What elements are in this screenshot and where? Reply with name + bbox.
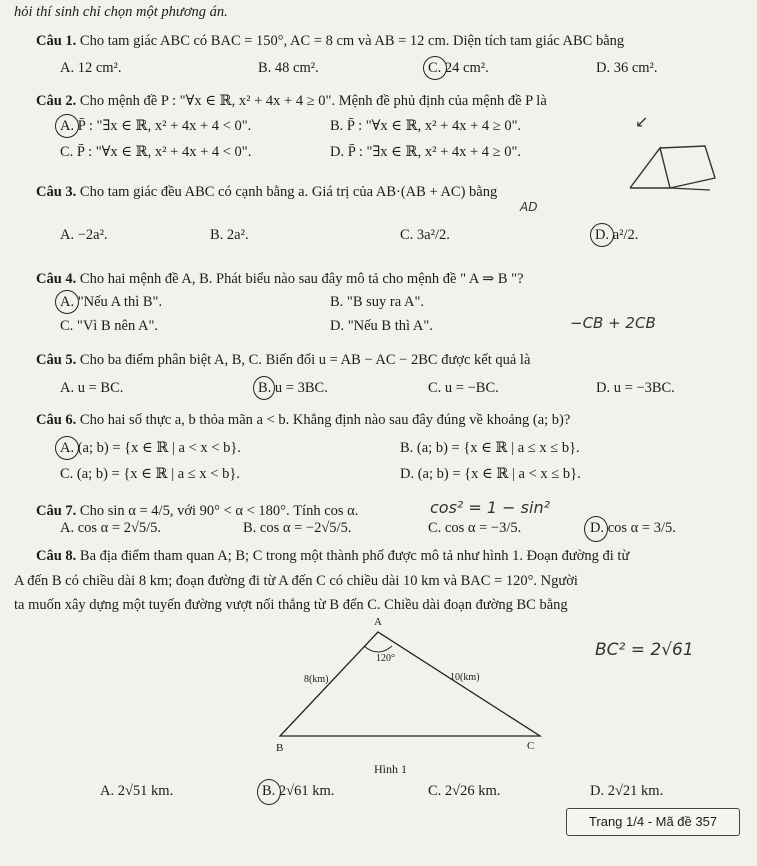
q5-option-c[interactable]: C. u = −BC. bbox=[428, 380, 499, 396]
header-text: hỏi thí sinh chỉ chọn một phương án. bbox=[14, 4, 228, 20]
q4-option-c[interactable]: C. "Vì B nên A". bbox=[60, 318, 159, 334]
q5-answer-circle bbox=[253, 376, 275, 400]
q5-num: Câu 5. bbox=[36, 352, 77, 368]
q6-stem: Cho hai số thực a, b thỏa mãn a < b. Khẳng định nào sau đây đúng về khoảng (a; b)? bbox=[79, 412, 571, 428]
question-1 bbox=[36, 33, 624, 50]
q7-answer-circle bbox=[584, 516, 608, 542]
q6-option-a[interactable]: A. (a; b) = {x ∈ ℝ | a < x < b}. bbox=[60, 440, 241, 456]
figure-label-a: A bbox=[374, 616, 382, 628]
q7-stem: Cho sin α = 4/5, với 90° < α < 180°. Tính cos α. bbox=[79, 503, 359, 519]
q1-stem: Cho tam giác ABC có BAC = 150°, AC = 8 cm và AB = 12 cm. Diện tích tam giác ABC bằng bbox=[79, 33, 625, 49]
q8-option-c[interactable]: C. 2√26 km. bbox=[428, 783, 501, 799]
q2-stem: Cho mệnh đề P : "∀x ∈ ℝ, x² + 4x + 4 ≥ 0". Mệnh đề phủ định của mệnh đề P là bbox=[79, 93, 547, 109]
q8-stem-line2: A đến B có chiều dài 8 km; đoạn đường đi từ A đến C có chiều dài 10 km và BAC = 120°. Người bbox=[14, 573, 578, 589]
q5-handwriting: −CB + 2CB bbox=[570, 314, 656, 332]
figure-caption: Hình 1 bbox=[374, 762, 407, 776]
q2-answer-circle bbox=[55, 114, 79, 138]
q3-handwriting: AD bbox=[520, 200, 538, 214]
question-5 bbox=[36, 352, 530, 369]
question-8 bbox=[36, 548, 629, 565]
q7-option-c[interactable]: C. cos α = −3/5. bbox=[428, 520, 522, 536]
q2-handwriting: ↙ bbox=[635, 112, 649, 131]
q7-option-d[interactable]: D. cos α = 3/5. bbox=[590, 520, 676, 536]
figure-label-c: C bbox=[527, 740, 535, 752]
q8-option-a[interactable]: A. 2√51 km. bbox=[100, 783, 174, 799]
q4-option-a[interactable]: A. "Nếu A thì B". bbox=[60, 294, 163, 310]
q3-num: Câu 3. bbox=[36, 184, 77, 200]
figure-side-ac: 10(km) bbox=[450, 672, 480, 683]
q2-option-d[interactable]: D. P̄ : "∃x ∈ ℝ, x² + 4x + 4 ≥ 0". bbox=[330, 144, 522, 160]
q3-option-d[interactable]: D. a²/2. bbox=[595, 227, 639, 243]
figure-label-b: B bbox=[276, 742, 284, 754]
q6-option-c[interactable]: C. (a; b) = {x ∈ ℝ | a ≤ x < b}. bbox=[60, 466, 240, 482]
q8-stem-line3: ta muốn xây dựng một tuyến đường vượt nối thẳng từ B đến C. Chiều dài đoạn đường BC bằng bbox=[14, 597, 568, 613]
q1-answer-circle bbox=[423, 56, 447, 80]
q4-num: Câu 4. bbox=[36, 271, 77, 287]
q5-option-a[interactable]: A. u = BC. bbox=[60, 380, 124, 396]
q5-option-d[interactable]: D. u = −3BC. bbox=[596, 380, 675, 396]
q8-num: Câu 8. bbox=[36, 548, 77, 564]
q7-option-b[interactable]: B. cos α = −2√5/5. bbox=[243, 520, 352, 536]
triangle-figure bbox=[260, 618, 600, 768]
page-footer: Trang 1/4 - Mã đề 357 bbox=[566, 808, 740, 836]
q7-option-a[interactable]: A. cos α = 2√5/5. bbox=[60, 520, 162, 536]
question-7 bbox=[36, 503, 358, 520]
q6-num: Câu 6. bbox=[36, 412, 77, 428]
q2-option-c[interactable]: C. P̄ : "∀x ∈ ℝ, x² + 4x + 4 < 0". bbox=[60, 144, 252, 160]
q4-stem: Cho hai mệnh đề A, B. Phát biểu nào sau đây mô tả cho mệnh đề " A ⇒ B "? bbox=[79, 271, 524, 287]
q8-answer-circle bbox=[257, 779, 281, 805]
q5-stem: Cho ba điểm phân biệt A, B, C. Biến đổi u = AB − AC − 2BC được kết quả là bbox=[79, 352, 531, 368]
q8-option-d[interactable]: D. 2√21 km. bbox=[590, 783, 664, 799]
q2-option-a[interactable]: A. P̄ : "∃x ∈ ℝ, x² + 4x + 4 < 0". bbox=[60, 118, 252, 134]
figure-angle-label: 120° bbox=[376, 653, 395, 664]
q3-option-a[interactable]: A. −2a². bbox=[60, 227, 108, 243]
handwritten-sketch-icon bbox=[620, 138, 730, 208]
q8-option-b[interactable]: B. 2√61 km. bbox=[262, 783, 335, 799]
q1-option-d[interactable]: D. 36 cm². bbox=[596, 60, 658, 76]
question-3 bbox=[36, 184, 497, 201]
q6-answer-circle bbox=[55, 436, 79, 460]
q3-stem: Cho tam giác đều ABC có cạnh bằng a. Giá trị của AB·(AB + AC) bằng bbox=[79, 184, 498, 200]
q2-option-b[interactable]: B. P̄ : "∀x ∈ ℝ, x² + 4x + 4 ≥ 0". bbox=[330, 118, 522, 134]
q4-option-d[interactable]: D. "Nếu B thì A". bbox=[330, 318, 433, 334]
question-4 bbox=[36, 271, 524, 288]
q1-num: Câu 1. bbox=[36, 33, 77, 49]
q1-option-b[interactable]: B. 48 cm². bbox=[258, 60, 319, 76]
q4-option-b[interactable]: B. "B suy ra A". bbox=[330, 294, 425, 310]
q1-option-c[interactable]: C. 24 cm². bbox=[428, 60, 489, 76]
q2-num: Câu 2. bbox=[36, 93, 77, 109]
question-6 bbox=[36, 412, 570, 429]
figure-side-ab: 8(km) bbox=[304, 674, 329, 685]
q3-option-b[interactable]: B. 2a². bbox=[210, 227, 249, 243]
q6-option-d[interactable]: D. (a; b) = {x ∈ ℝ | a < x ≤ b}. bbox=[400, 466, 581, 482]
q7-handwriting: cos² = 1 − sin² bbox=[430, 498, 551, 517]
q8-stem-line1: Ba địa điểm tham quan A; B; C trong một thành phố được mô tả như hình 1. Đoạn đường đi từ bbox=[79, 548, 630, 564]
question-2 bbox=[36, 93, 547, 110]
q6-option-b[interactable]: B. (a; b) = {x ∈ ℝ | a ≤ x ≤ b}. bbox=[400, 440, 580, 456]
q8-handwriting: BC² = 2√61 bbox=[595, 640, 694, 660]
q3-option-c[interactable]: C. 3a²/2. bbox=[400, 227, 450, 243]
q1-option-a[interactable]: A. 12 cm². bbox=[60, 60, 122, 76]
q5-option-b[interactable]: B. u = 3BC. bbox=[258, 380, 328, 396]
q7-num: Câu 7. bbox=[36, 503, 77, 519]
q3-answer-circle bbox=[590, 223, 614, 247]
q4-answer-circle bbox=[55, 290, 79, 314]
